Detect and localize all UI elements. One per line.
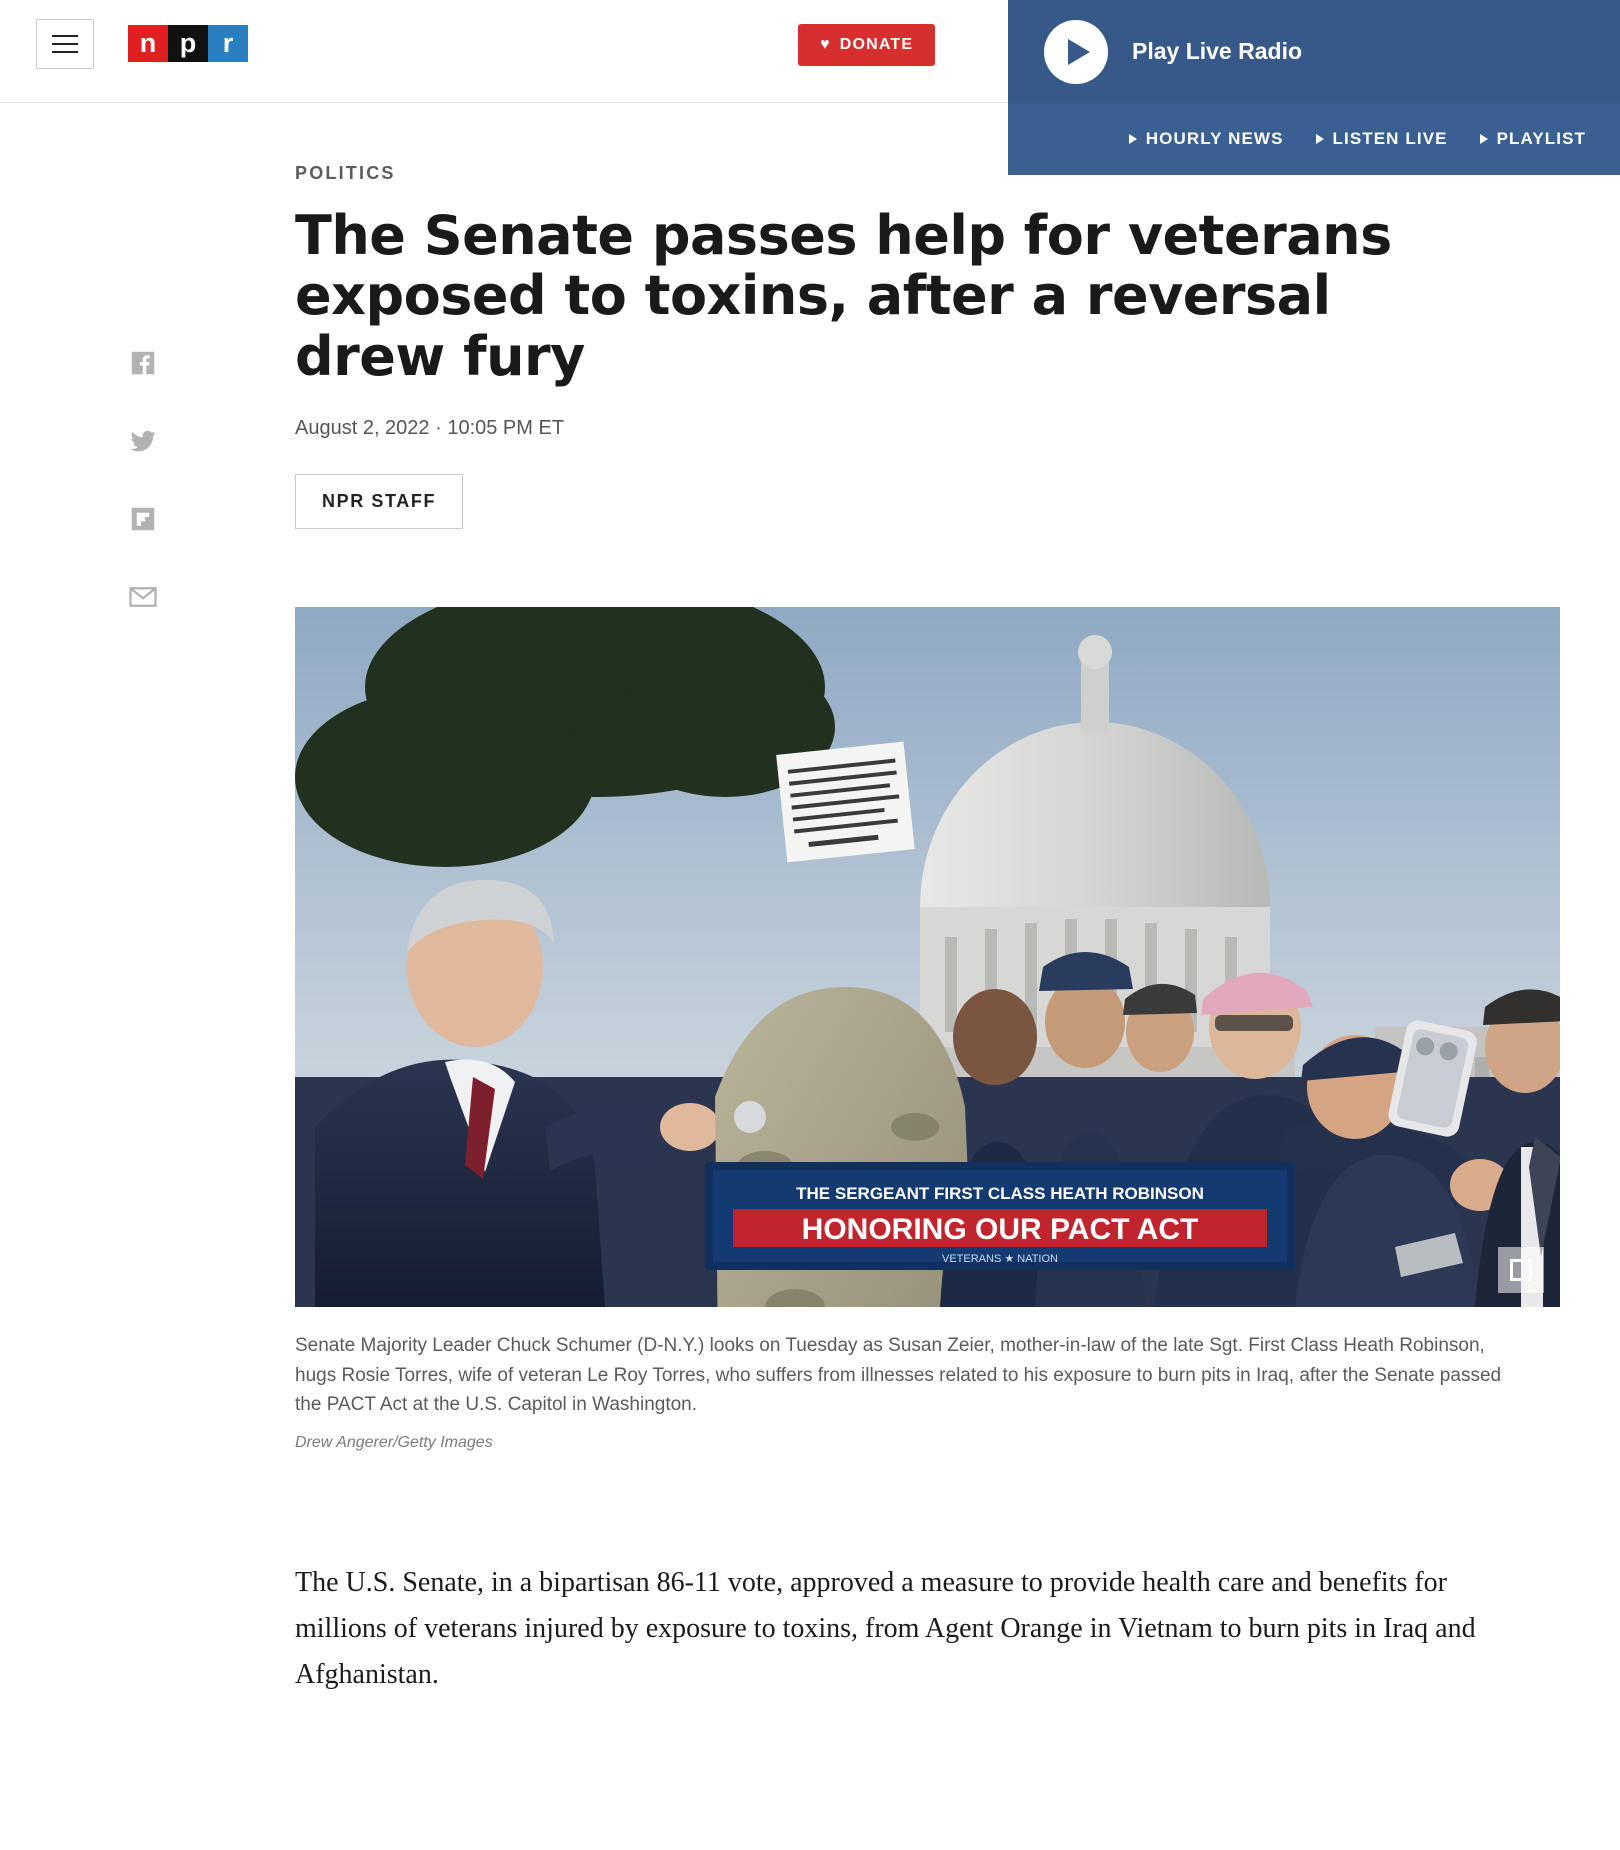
menu-button[interactable] [36,19,94,69]
play-small-icon [1129,134,1137,144]
radio-link-listen-live[interactable] [1316,129,1448,149]
site-header [0,0,1620,148]
share-rail [128,348,164,612]
email-icon[interactable] [128,582,158,612]
article [295,163,1565,1698]
page-body [0,103,1620,1698]
npr-logo[interactable] [128,25,248,62]
hamburger-icon-line [52,51,78,53]
lede-photo[interactable] [295,607,1560,1307]
play-live-radio-label: Play Live Radio [1132,38,1303,64]
radio-link-hourly-news[interactable] [1129,129,1284,149]
flipboard-icon[interactable] [128,504,158,534]
article-paragraph: The U.S. Senate, in a bipartisan 86-11 vote, approved a measure to provide health care and benefits for millions of veterans injured by exposure to toxins, from Agent Orange in Vietnam to burn pits in Iraq and Afghanistan. [295,1566,1476,1691]
svg-text:VETERANS ★ NATION: VETERANS ★ NATION [941,1253,1059,1266]
radio-link-label: PLAYLIST [1496,129,1586,148]
svg-text:THE SERGEANT FIRST CLASS HEATH: THE SERGEANT FIRST CLASS HEATH ROBINSON [796,1184,1204,1204]
play-small-icon [1316,134,1324,144]
byline-button[interactable]: NPR STAFF [295,474,463,529]
article-kicker[interactable]: POLITICS [295,163,396,183]
lede-figure [295,607,1560,1451]
figure-credit: Drew Angerer/Getty Images [295,1433,493,1451]
radio-link-label: LISTEN LIVE [1332,129,1448,148]
hamburger-icon-line [52,35,78,37]
play-live-radio-button[interactable] [1008,0,1620,103]
expand-icon[interactable] [1498,1247,1544,1293]
lede-photo-image [295,607,1560,1307]
live-radio-panel [1008,0,1620,175]
donate-button-label: DONATE [839,36,914,53]
npr-logo-letter-r: r [208,25,248,62]
figure-caption: Senate Majority Leader Chuck Schumer (D-N.Y.) looks on Tuesday as Susan Zeier, mother-in-law of the late Sgt. First Class Heath Robinson, hugs Rosie Torres, wife of veteran Le Roy Torres, who suffers from illnesses related to his exposure to burn pits in Iraq, after the Senate passed the PACT Act at the U.S. Capitol in Washington. [295,1335,1502,1416]
radio-link-playlist[interactable] [1480,129,1586,149]
npr-logo-letter-n: n [128,25,168,62]
npr-logo-letter-p: p [168,25,208,62]
facebook-icon[interactable] [128,348,158,378]
donate-button[interactable] [798,24,935,66]
svg-text:HONORING OUR PACT ACT: HONORING OUR PACT ACT [801,1213,1199,1247]
heart-icon: ♥ [820,36,831,53]
hamburger-icon-line [52,43,78,45]
article-body [295,1560,1525,1699]
article-timestamp: August 2, 2022 · 10:05 PM ET [295,417,565,440]
play-small-icon [1480,134,1488,144]
twitter-icon[interactable] [128,426,158,456]
page-title: The Senate passes help for veterans exposed to toxins, after a reversal drew fury [295,204,1392,388]
radio-links [1008,103,1620,175]
play-icon [1044,20,1108,84]
radio-link-label: HOURLY NEWS [1145,129,1284,148]
